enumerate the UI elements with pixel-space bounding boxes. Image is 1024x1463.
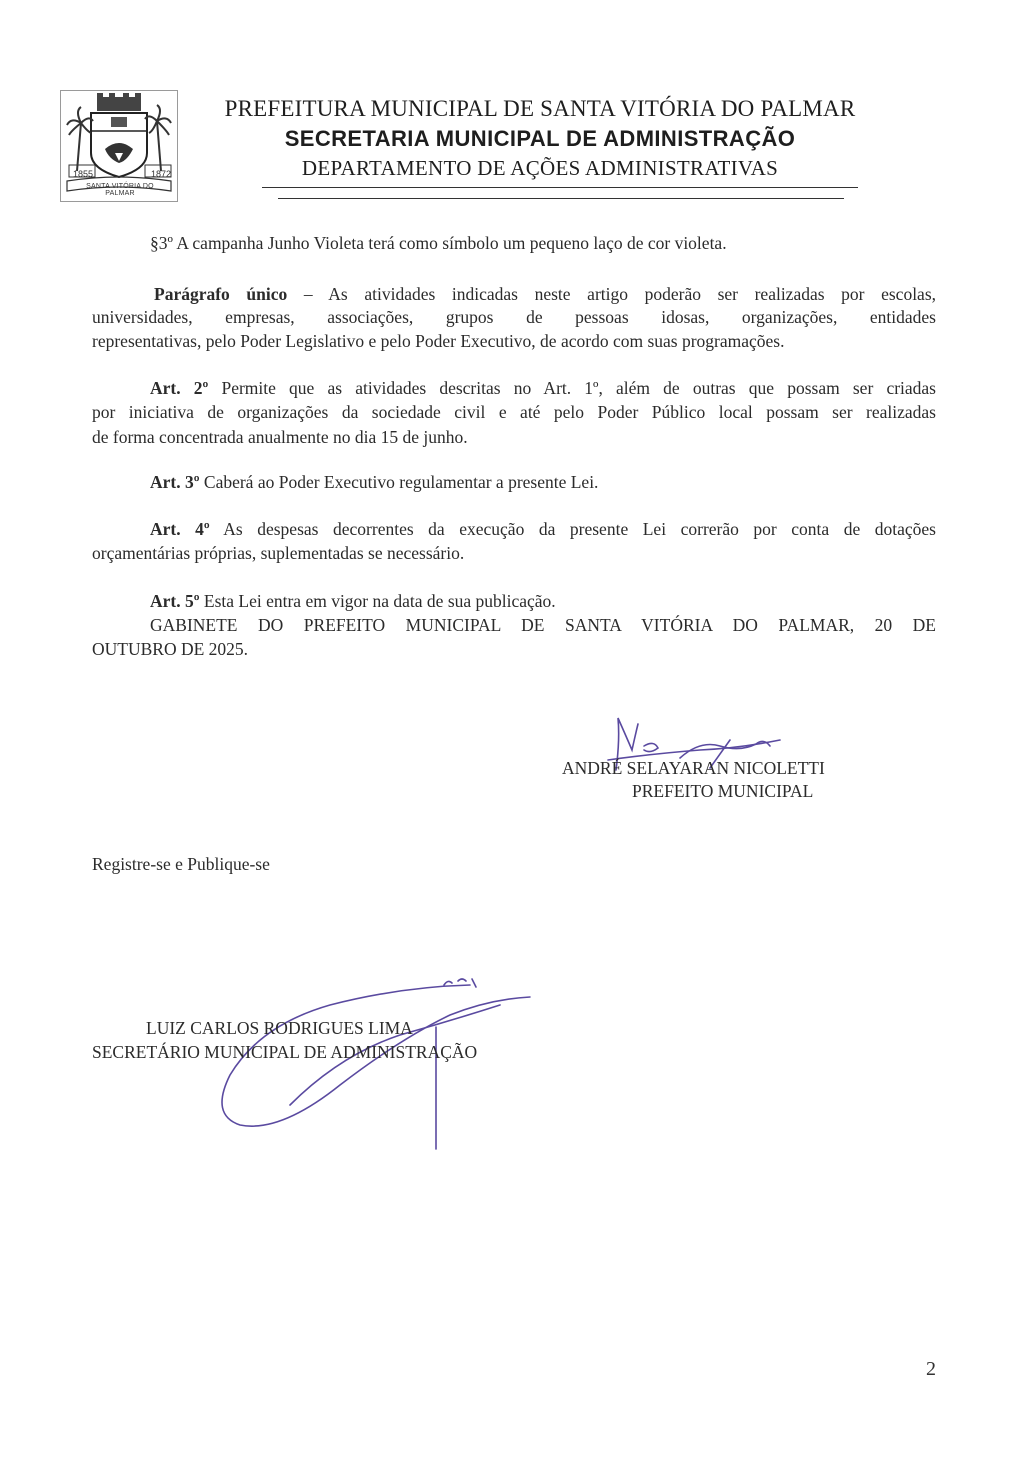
header-departamento: DEPARTAMENTO DE AÇÕES ADMINISTRATIVAS: [301, 156, 779, 180]
art2-line1: [150, 375, 936, 401]
art4-label: Art. 4º: [150, 519, 210, 539]
art3-label: Art. 3º: [150, 472, 200, 492]
art2-text1: Permite que as atividades descritas no Art. 1º, além de outras que possam ser criadas: [221, 378, 936, 398]
page-number: 2: [926, 1358, 936, 1380]
art4-line2: orçamentárias próprias, suplementadas se necessário.: [92, 543, 465, 563]
registre-publique: Registre-se e Publique-se: [92, 854, 270, 874]
paragrafo-unico-line3: representativas, pelo Poder Legislativo e pelo Poder Executivo, de acordo com suas programações.: [92, 331, 785, 351]
gabinete-line2: OUTUBRO DE 2025.: [92, 639, 249, 659]
art5-text: Esta Lei entra em vigor na data de sua publicação.: [203, 591, 556, 611]
crest-year-left: 1855: [73, 169, 94, 179]
secretario-name: LUIZ CARLOS RODRIGUES LIMA: [146, 1018, 413, 1038]
secretario-signature-icon: [200, 965, 560, 1165]
art4-line1: [150, 516, 936, 542]
art4-text1: As despesas decorrentes da execução da presente Lei correrão por conta de dotações: [223, 519, 936, 539]
art2-line3: de forma concentrada anualmente no dia 15 de junho.: [92, 427, 468, 447]
paragraph-3-label: §3º: [150, 233, 173, 253]
paragrafo-unico-line2: universidades, empresas, associações, grupos de pessoas idosas, organizações, entidades: [92, 307, 936, 327]
secretario-title: SECRETÁRIO MUNICIPAL DE ADMINISTRAÇÃO: [92, 1042, 478, 1062]
header-prefeitura: PREFEITURA MUNICIPAL DE SANTA VITÓRIA DO PALMAR: [224, 96, 856, 121]
header-secretaria: SECRETARIA MUNICIPAL DE ADMINISTRAÇÃO: [284, 126, 796, 151]
paragraph-3-text: A campanha Junho Violeta terá como símbolo um pequeno laço de cor violeta.: [176, 233, 727, 253]
prefeito-name: ANDRÉ SELAYARAN NICOLETTI: [562, 758, 825, 778]
paragrafo-unico-text1: – As atividades indicadas neste artigo poderão ser realizadas por escolas,: [303, 284, 937, 304]
gabinete-line1: GABINETE DO PREFEITO MUNICIPAL DE SANTA VITÓRIA DO PALMAR, 20 DE: [150, 615, 936, 635]
art2-line2: por iniciativa de organizações da sociedade civil e até pelo Poder Público local possam ser realizadas: [92, 402, 936, 422]
municipal-crest: [60, 90, 178, 202]
art5-label: Art. 5º: [150, 591, 200, 611]
art3: [150, 469, 598, 495]
art2-label: Art. 2º: [150, 378, 209, 398]
header-rule-top: [262, 187, 858, 188]
crest-year-right: 1872: [151, 169, 172, 179]
crest-city-label: SANTA VITÓRIA DO PALMAR: [86, 183, 154, 197]
paragraph-3: [150, 230, 727, 256]
paragrafo-unico-label: Parágrafo único: [154, 284, 288, 304]
art5: [150, 588, 556, 614]
art3-text: Caberá ao Poder Executivo regulamentar a presente Lei.: [203, 472, 599, 492]
header-rule-bottom: [278, 198, 844, 199]
prefeito-title: PREFEITO MUNICIPAL: [632, 781, 814, 801]
